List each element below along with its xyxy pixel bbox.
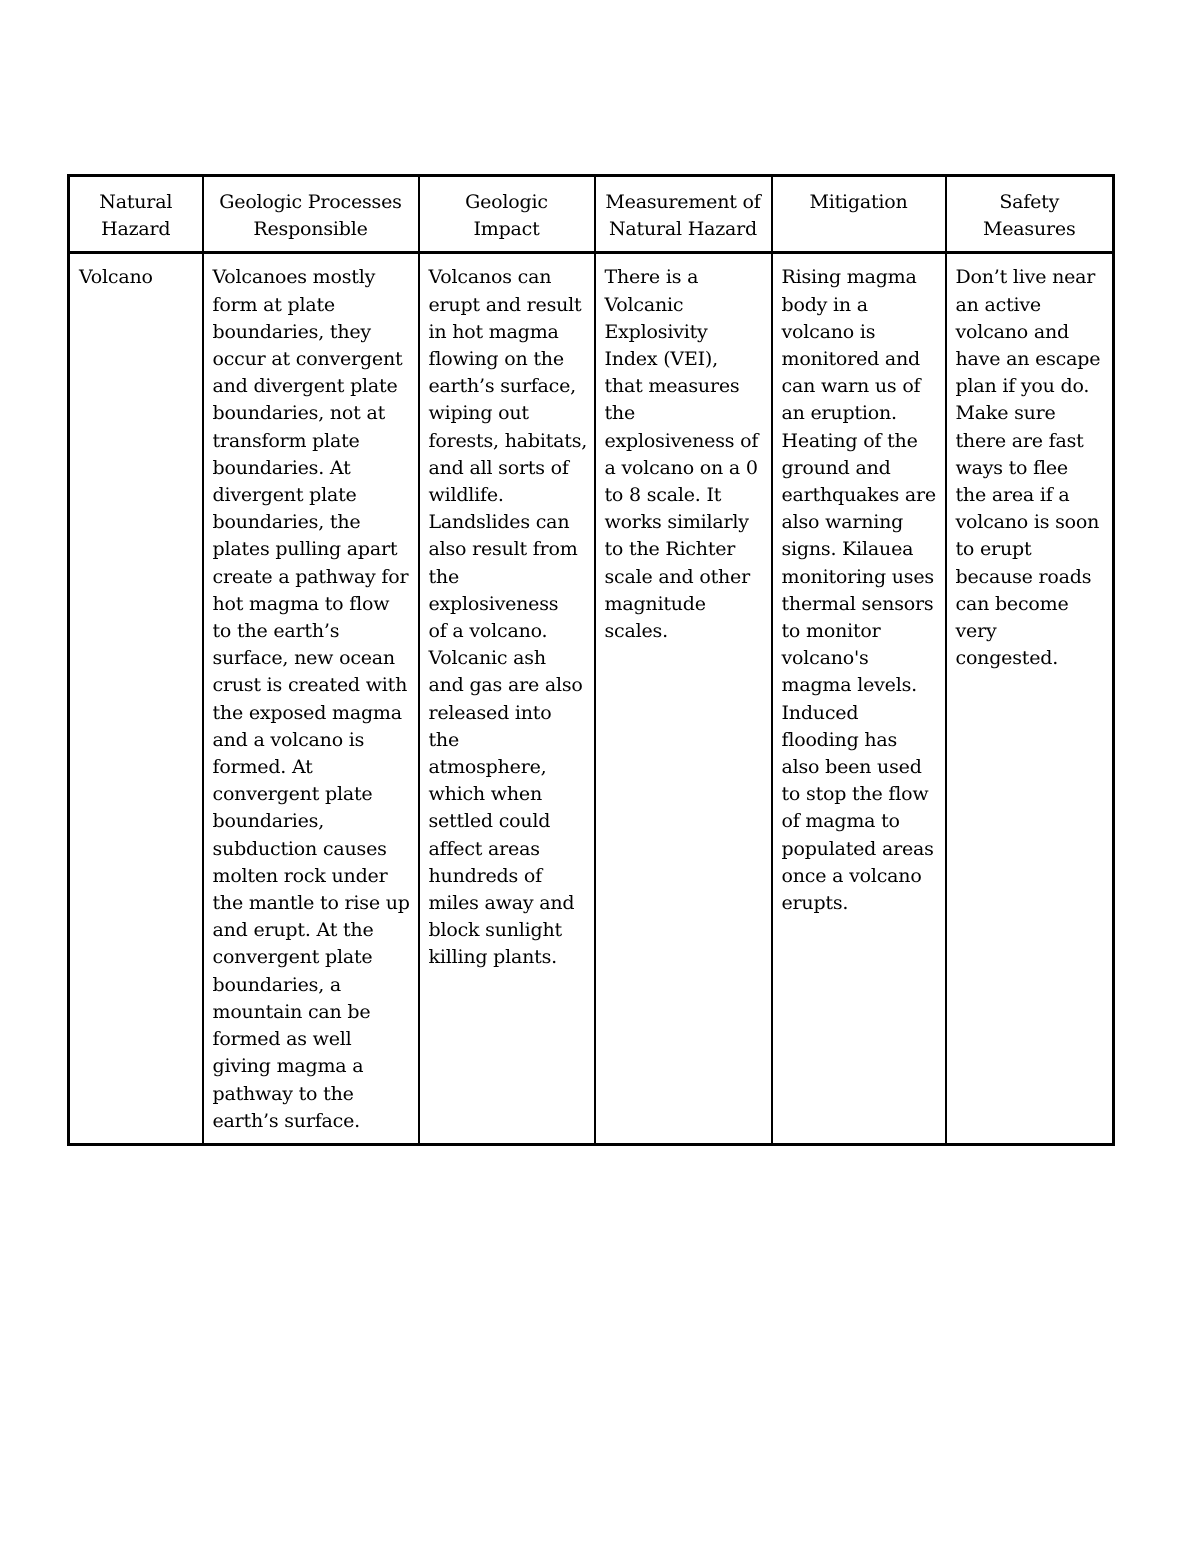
cell-impact [419, 253, 595, 1145]
mitigation-text: Rising magma body in a volcano is monitored and can warn us of an eruption. Heating of the ground and earthquakes are also warning signs. Kilauea monitoring uses thermal sensors to monitor volcano's magma levels. Induced flooding has also been used to stop the flow of magma to populated areas once a volcano erupts. [781, 266, 936, 915]
header-row [69, 176, 1114, 253]
header-text: Measures [983, 218, 1076, 241]
hazard-name: Volcano [79, 266, 153, 289]
natural-hazard-table [67, 174, 1115, 1146]
cell-hazard [69, 253, 203, 1145]
table-row [69, 253, 1114, 1145]
header-natural-hazard [69, 176, 203, 253]
header-text: Geologic [465, 191, 548, 213]
header-text: Responsible [253, 218, 368, 241]
impact-text: Volcanos can erupt and result in hot magma flowing on the earth’s surface, wiping out forests, habitats, and all sorts of wildlife. Landslides can also result from the explosiveness of a volcano. Volcanic ash and gas are also released into the atmosphere, which when settled could affect areas hundreds of miles away and block sunlight killing plants. [428, 266, 588, 969]
header-text: Hazard [101, 218, 171, 241]
header-mitigation [772, 176, 946, 253]
cell-mitigation [772, 253, 946, 1145]
header-geologic-processes [203, 176, 419, 253]
header-text: Impact [473, 218, 540, 241]
header-text: Mitigation [809, 191, 908, 213]
safety-text: Don’t live near an active volcano and have an escape plan if you do. Make sure there are fast ways to flee the area if a volcano is soon to erupt because roads can become very congested. [955, 266, 1101, 670]
header-text: Measurement of [605, 191, 761, 213]
table-body [69, 253, 1114, 1145]
header-geologic-impact [419, 176, 595, 253]
processes-text: Volcanoes mostly form at plate boundaries, they occur at convergent and divergent plate boundaries, not at transform plate boundaries. At divergent plate boundaries, the plates pulling apart create a pathway for hot magma to flow to the earth’s surface, new ocean crust is created with the exposed magma and a volcano is formed. At convergent plate boundaries, subduction causes molten rock under the mantle to rise up and erupt. At the convergent plate boundaries, a mountain can be formed as well giving magma a pathway to the earth’s surface. [212, 266, 410, 1132]
header-text: Geologic Processes [219, 191, 402, 213]
cell-safety [946, 253, 1114, 1145]
header-text: Natural Hazard [608, 218, 758, 241]
table-header [69, 176, 1114, 253]
header-measurement [595, 176, 772, 253]
header-text: Natural [99, 191, 173, 213]
header-text: Safety [999, 191, 1060, 213]
header-safety-measures [946, 176, 1114, 253]
cell-measurement [595, 253, 772, 1145]
cell-processes [203, 253, 419, 1145]
measurement-text: There is a Volcanic Explosivity Index (VEI), that measures the explosiveness of a volcano on a 0 to 8 scale. It works similarly to the Richter scale and other magnitude scales. [604, 266, 759, 643]
